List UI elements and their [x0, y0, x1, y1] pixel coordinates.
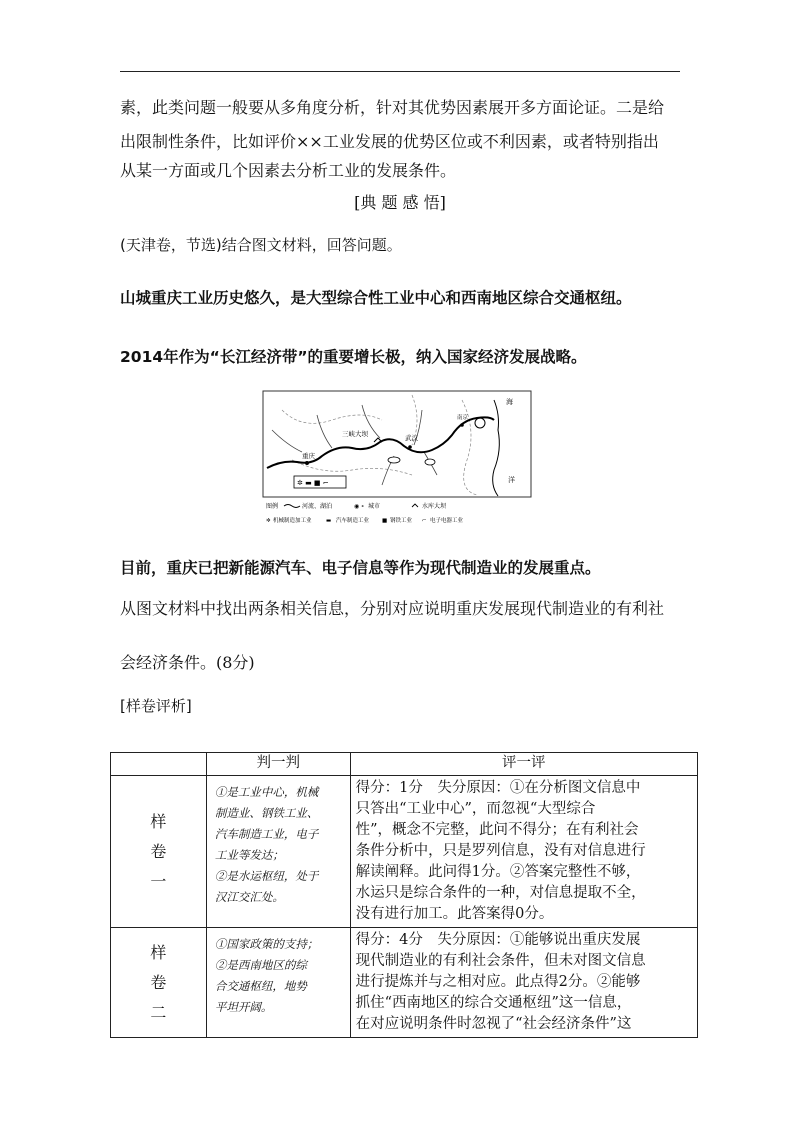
label-sanxia: 三峡大坝: [342, 430, 368, 438]
table-row: [111, 776, 698, 928]
label-wuhan: 武汉: [405, 434, 418, 442]
review-comment: 得分：1分 失分原因：①在分析图文信息中 只答出“工业中心”，而忽视“大型综合 性”，概念不完整，此问不得分；在有利社会 条件分析中，只是罗列信息，没有对信息进行 解读阐释。此问得1分。②答案完整性不够， 水运只是综合条件的一种，对信息提取不全， 没有进行加工。此答案得0分。: [350, 776, 697, 928]
header-rule: [120, 71, 680, 72]
evaluation-table: [110, 752, 698, 1038]
city-wuhan: [408, 445, 412, 449]
material-2: 2014年作为“长江经济带”的重要增长极，纳入国家经济发展战略。: [120, 348, 587, 366]
row-label: 样 卷 一: [111, 776, 207, 928]
question-source: (天津卷，节选)结合图文材料，回答问题。: [120, 236, 402, 254]
legend-electronics: 电子电器工业: [430, 518, 464, 524]
lake: [425, 459, 435, 465]
legend-dam: 水库大坝: [422, 503, 447, 510]
material-1: 山城重庆工业历史悠久，是大型综合性工业中心和西南地区综合交通枢纽。: [120, 289, 632, 307]
header-review: 评一评: [350, 753, 697, 776]
row-label: 样 卷 二: [111, 928, 207, 1038]
city-nanjing: [460, 423, 464, 427]
legend-city-icon: ◉ ∘: [354, 503, 365, 510]
legend-river: 河流、湖泊: [302, 503, 333, 510]
legend-machinery-icon: ✲: [266, 518, 271, 524]
legend-steel: 钢铁工业: [390, 518, 413, 524]
handwritten-answer: ①国家政策的支持； ②是西南地区的综 合交通枢纽，地势 平坦开阔。: [206, 928, 350, 1038]
header-judge: 判一判: [206, 753, 350, 776]
legend-city: 城市: [368, 503, 381, 510]
intro-line-2: 出限制性条件，比如评价××工业发展的优势区位或不利因素，或者特别指出: [120, 132, 659, 151]
label-yang: 洋: [508, 476, 515, 484]
legend-machinery: 机械制造加工业: [273, 518, 312, 524]
legend-river-icon: [284, 505, 300, 508]
legend-auto: 汽车制造工业: [336, 518, 370, 524]
table-row: [111, 928, 698, 1038]
legend-dam-icon: [412, 504, 418, 507]
label-chongqing: 重庆: [302, 452, 315, 460]
handwritten-answer: ①是工业中心，机械 制造业、钢铁工业、 汽车制造工业，电子 工业等发达； ②是水运枢纽，处于 汉江交汇处。: [206, 776, 350, 928]
table-header-row: [111, 753, 698, 776]
intro-line-3: 从某一方面或几个因素去分析工业的发展条件。: [120, 161, 457, 180]
prompt-line-1: 从图文材料中找出两条相关信息，分别对应说明重庆发展现代制造业的有利社: [120, 599, 665, 618]
label-hai: 海: [506, 398, 513, 406]
prompt-line-2: 会经济条件。(8分): [120, 653, 255, 672]
material-3: 目前，重庆已把新能源汽车、电子信息等作为现代制造业的发展重点。: [120, 559, 601, 577]
legend-title: 图例: [266, 503, 279, 510]
industry-symbols: ✲ ▬ ■ ⌐: [297, 479, 329, 487]
section-heading: [典 题 感 悟]: [354, 193, 446, 212]
legend-auto-icon: ▬: [326, 518, 332, 524]
review-heading: [样卷评析]: [120, 697, 192, 715]
lake: [388, 457, 400, 463]
header-blank: [111, 753, 207, 776]
legend-steel-icon: ■: [382, 518, 388, 524]
label-nanjing: 南京: [457, 415, 469, 421]
intro-line-1: 素，此类问题一般要从多角度分析，针对其优势因素展开多方面论证。二是给: [120, 98, 665, 117]
legend-electronics-icon: ⌐: [422, 518, 427, 524]
yangtze-map: [262, 390, 532, 530]
city-chongqing: [305, 461, 309, 465]
review-comment: 得分：4分 失分原因：①能够说出重庆发展 现代制造业的有利社会条件，但未对图文信息 进行提炼并与之相对应。此点得2分。②能够 抓住“西南地区的综合交通枢纽”这一信息， 在对应说明条件时忽视了“社会经济条件”这: [350, 928, 697, 1038]
